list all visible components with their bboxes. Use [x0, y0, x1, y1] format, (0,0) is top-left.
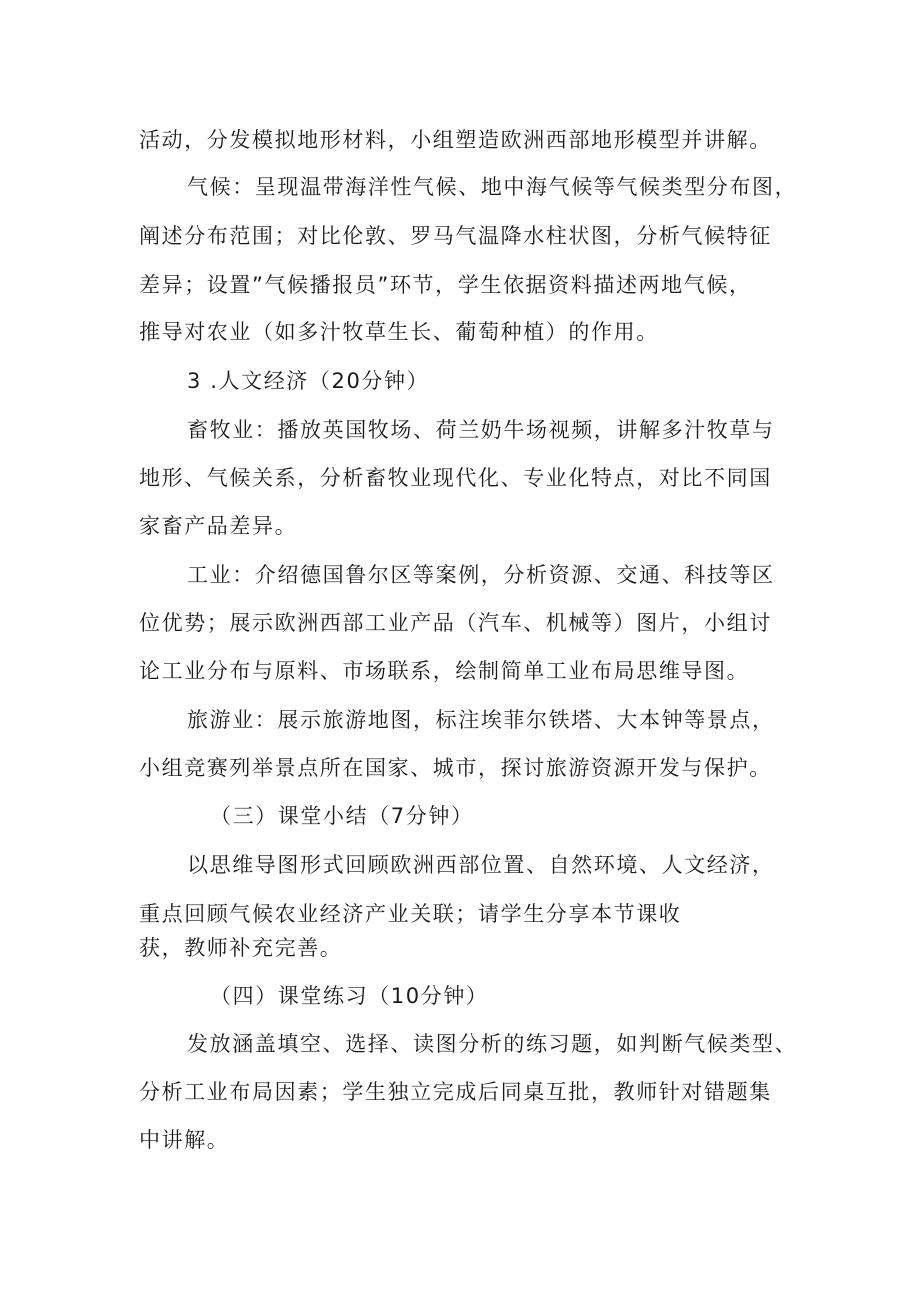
- section-heading: （四）课堂练习（10分钟）: [210, 984, 489, 1008]
- text-line: 推导对农业（如多汁牧草生长、葡萄种植）的作用。: [139, 320, 659, 344]
- text-line: 位优势；展示欧洲西部工业产品（汽车、机械等）图片，小组讨: [139, 611, 772, 635]
- text-line: 以思维导图形式回顾欧洲西部位置、自然环境、人文经济，: [187, 853, 775, 877]
- text-line: 小组竞赛列举景点所在国家、城市，探讨旅游资源开发与保护。: [139, 756, 772, 780]
- text-line: 畜牧业：播放英国牧场、荷兰奶牛场视频，讲解多汁牧草与: [187, 418, 775, 442]
- text-line: 获，教师补充完善。: [139, 936, 343, 960]
- text-line: 家畜产品差异。: [139, 514, 298, 538]
- text-line: 分析工业布局因素；学生独立完成后同桌互批，教师针对错题集: [139, 1080, 772, 1104]
- text-line: 活动，分发模拟地形材料，小组塑造欧洲西部地形模型并讲解。: [139, 128, 772, 152]
- text-line: 地形、气候关系，分析畜牧业现代化、专业化特点，对比不同国: [139, 466, 772, 490]
- text-line: 论工业分布与原料、市场联系，绘制简单工业布局思维导图。: [139, 659, 750, 683]
- section-heading: （三）课堂小结（7分钟）: [210, 804, 474, 828]
- section-heading: 3 .人文经济（20分钟）: [187, 369, 430, 393]
- text-line: 中讲解。: [139, 1128, 230, 1152]
- text-line: 工业：介绍德国鲁尔区等案例，分析资源、交通、科技等区: [187, 563, 775, 587]
- text-line: 气候：呈现温带海洋性气候、地中海气候等气候类型分布图，: [187, 175, 798, 199]
- text-line: 差异；设置”气候播报员”环节，学生依据资料描述两地气候，: [139, 273, 752, 297]
- text-line: 重点回顾气候农业经济产业关联；请学生分享本节课收: [139, 902, 682, 926]
- text-line: 旅游业：展示旅游地图，标注埃菲尔铁塔、大本钟等景点，: [187, 708, 775, 732]
- text-line: 阐述分布范围；对比伦敦、罗马气温降水柱状图，分析气候特征: [139, 224, 772, 248]
- text-line: 发放涵盖填空、选择、读图分析的练习题，如判断气候类型、: [187, 1032, 798, 1056]
